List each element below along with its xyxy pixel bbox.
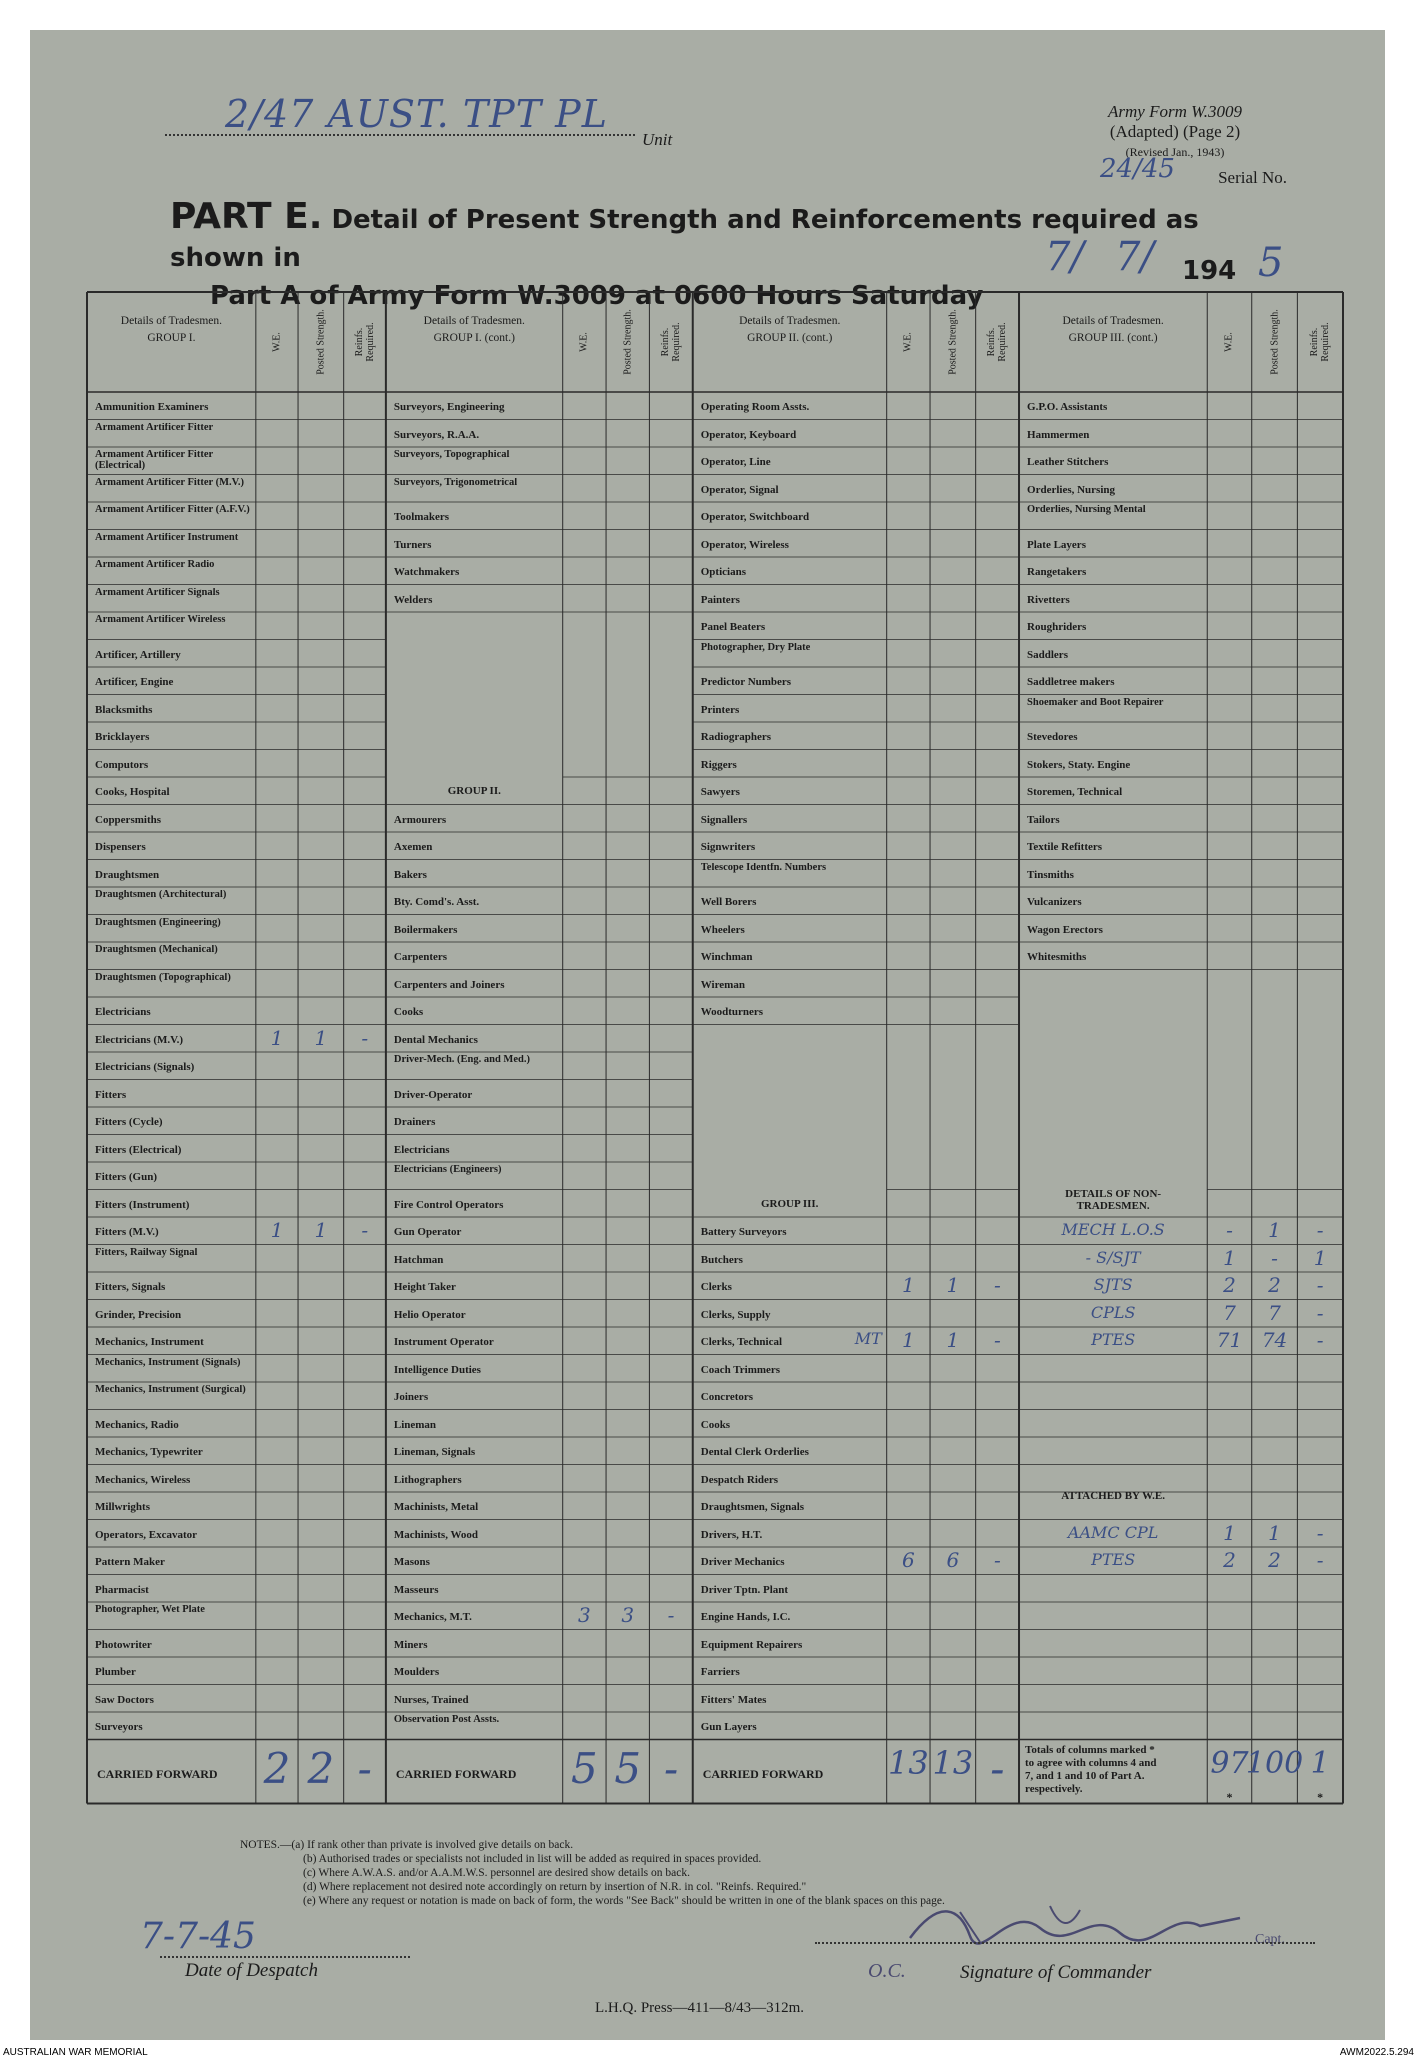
column-header-text: Posted Strength. xyxy=(947,309,959,375)
trade-label: Riggers xyxy=(700,759,737,771)
date-year-digit: 5 xyxy=(1258,240,1284,286)
trade-label: Drainers xyxy=(393,1117,436,1128)
trade-label: Mechanics, M.T. xyxy=(393,1612,472,1623)
trade-label: Operator, Switchboard xyxy=(700,512,810,523)
entry-reinfs: - xyxy=(361,1218,369,1242)
signature-rank: Capt. xyxy=(1255,1932,1285,1947)
total-marker: * xyxy=(1317,1789,1324,1804)
trade-label: Armourers xyxy=(393,814,447,826)
trade-label: Clerks xyxy=(700,1282,732,1293)
trade-label: Gun Operator xyxy=(393,1227,462,1238)
trade-label: Wireman xyxy=(700,979,745,991)
trade-label: Well Borers xyxy=(700,897,757,908)
trade-label: Whitesmiths xyxy=(1027,952,1087,963)
trade-label: Orderlies, Nursing Mental xyxy=(1027,505,1146,515)
trade-label: Mechanics, Typewriter xyxy=(95,1447,203,1458)
entry-posted: 7 xyxy=(1268,1300,1281,1325)
trade-label: Armament Artificer Wireless xyxy=(95,615,226,625)
trade-label: Draughtsmen xyxy=(95,869,160,881)
entry-reinfs: - xyxy=(1316,1548,1324,1572)
trade-label: - S/SJT xyxy=(1085,1247,1141,1267)
trade-label: Textile Refitters xyxy=(1027,842,1103,853)
column-header-text: W.E. xyxy=(271,332,283,352)
carried-forward-reinfs: - xyxy=(990,1743,1005,1793)
column-header-reinfs xyxy=(1297,302,1343,382)
trade-label: Drivers, H.T. xyxy=(700,1529,763,1541)
trade-label: Watchmakers xyxy=(393,567,460,578)
trade-label: Painters xyxy=(700,594,740,606)
column-header-we xyxy=(256,302,298,382)
trade-label: Driver-Operator xyxy=(393,1089,473,1101)
trade-label: Roughriders xyxy=(1027,622,1087,633)
carried-forward-posted: 13 xyxy=(932,1743,974,1782)
trade-label: Panel Beaters xyxy=(700,622,766,633)
trade-label: Grinder, Precision xyxy=(95,1309,182,1321)
trade-label: Saddletree makers xyxy=(1027,677,1115,688)
trade-label: Miners xyxy=(393,1639,428,1651)
trade-label: Winchman xyxy=(700,952,753,963)
trade-label: Bakers xyxy=(393,869,427,881)
column-header-label: Details of Tradesmen. xyxy=(739,315,841,327)
trade-label: Lineman xyxy=(393,1419,437,1431)
form-revised: (Revised Jan., 1943) xyxy=(1125,145,1225,159)
trade-label: Fitters (Gun) xyxy=(95,1172,158,1183)
trade-label: Hatchman xyxy=(393,1254,444,1266)
trade-label: Concretors xyxy=(700,1392,754,1403)
trade-label: Welders xyxy=(393,594,433,606)
trade-label: Saddlers xyxy=(1027,649,1068,661)
trade-label: Bty. Comd's. Asst. xyxy=(393,897,480,908)
trade-label: Operating Room Assts. xyxy=(700,402,810,413)
trade-label: Artificer, Artillery xyxy=(95,649,181,661)
trade-label: PTES xyxy=(1091,1550,1136,1569)
trade-label: Battery Surveyors xyxy=(700,1227,787,1238)
trade-label: Stevedores xyxy=(1027,732,1078,743)
trade-label: Mechanics, Instrument xyxy=(95,1337,204,1348)
trade-label: Equipment Repairers xyxy=(700,1639,803,1651)
column-header-reinfs xyxy=(976,302,1019,382)
column-header-text: Posted Strength. xyxy=(622,309,634,375)
column-header-posted xyxy=(606,302,649,382)
trade-label: Leather Stitchers xyxy=(1027,457,1109,468)
trade-label: Surveyors, Topographical xyxy=(393,450,510,460)
carried-forward-we: 13 xyxy=(888,1743,929,1782)
signature-label: Signature of Commander xyxy=(960,1962,1152,1983)
trade-label: AAMC CPL xyxy=(1067,1522,1159,1542)
trade-label: Observation Post Assts. xyxy=(393,1715,500,1725)
entry-reinfs: - xyxy=(993,1328,1001,1352)
despatch-label: Date of Despatch xyxy=(185,1960,318,1981)
trade-label: Orderlies, Nursing xyxy=(1027,484,1116,496)
column-header-label: Details of Tradesmen. xyxy=(120,315,223,327)
trade-label: Plumber xyxy=(95,1667,136,1678)
column-header-group: GROUP III. (cont.) xyxy=(1068,332,1158,344)
trade-label: Cooks xyxy=(700,1419,731,1431)
trade-label: Artificer, Engine xyxy=(95,677,174,688)
trade-label: Driver Mechanics xyxy=(700,1557,785,1568)
trade-label: Driver-Mech. (Eng. and Med.) xyxy=(393,1055,530,1065)
trade-label: Rangetakers xyxy=(1027,567,1087,578)
trade-label: Surveyors, Trigonometrical xyxy=(393,477,518,488)
column-header-group-1 xyxy=(87,314,256,345)
trade-label: Clerks, Supply xyxy=(700,1309,771,1321)
column-header-label: Details of Tradesmen. xyxy=(423,315,525,327)
note-c: (c) Where A.W.A.S. and/or A.A.M.W.S. personnel are desired show details on back. xyxy=(303,1867,690,1879)
note-e: (e) Where any request or notation is made on back of form, the words "See Back" should be written in one of the blank spaces on this page. xyxy=(303,1895,945,1907)
trade-label: Operator, Line xyxy=(700,457,771,468)
carried-forward-we: 2 xyxy=(263,1743,291,1793)
trade-label: Electricians (Engineers) xyxy=(393,1165,502,1175)
trade-label: Electricians xyxy=(393,1144,450,1156)
column-header-we xyxy=(1207,302,1251,382)
trade-label: Radiographers xyxy=(700,732,772,743)
trade-label: Coppersmiths xyxy=(95,814,162,826)
trade-label: Carpenters and Joiners xyxy=(393,979,505,991)
trade-label: Despatch Riders xyxy=(700,1474,779,1486)
group-heading: GROUP III. xyxy=(760,1197,819,1210)
carried-forward-reinfs: - xyxy=(663,1743,679,1793)
entry-posted: 1 xyxy=(946,1328,960,1352)
trade-label: Operator, Keyboard xyxy=(700,429,797,441)
archive-id: AWM2022.5.294 xyxy=(1339,2047,1414,2058)
trade-label: Fitters (Instrument) xyxy=(95,1199,190,1211)
trade-label: Rivetters xyxy=(1027,594,1070,606)
trade-label: Vulcanizers xyxy=(1027,897,1082,908)
trade-label: Butchers xyxy=(700,1254,743,1266)
column-header-text: Reinfs. Required. xyxy=(986,322,1009,362)
trade-label: Draughtsmen (Engineering) xyxy=(95,917,221,928)
trade-label: Armament Artificer Fitter (M.V.) xyxy=(95,477,244,488)
trade-label: Engine Hands, I.C. xyxy=(700,1612,791,1623)
trade-label: Armament Artificer Signals xyxy=(95,587,220,598)
entry-reinfs: - xyxy=(1316,1328,1324,1352)
trade-label: Joiners xyxy=(393,1392,429,1403)
trade-label: Blacksmiths xyxy=(95,704,153,716)
entry-posted: 6 xyxy=(946,1548,960,1572)
trade-label: Wheelers xyxy=(700,924,745,936)
column-header-we xyxy=(887,302,930,382)
trade-label: Fire Control Operators xyxy=(393,1199,504,1211)
column-header-reinfs xyxy=(344,302,386,382)
trade-label: Operators, Excavator xyxy=(95,1529,198,1541)
trade-label: Clerks, Technical xyxy=(700,1337,783,1348)
column-header-label: Details of Tradesmen. xyxy=(1062,315,1164,327)
note-b: (b) Authorised trades or specialists not included in list will be added as required in spaces provided. xyxy=(303,1853,762,1865)
entry-posted: 1 xyxy=(314,1025,328,1050)
trade-label: Draughtsmen (Topographical) xyxy=(95,972,231,983)
trade-label: Boilermakers xyxy=(393,924,458,936)
entry-we: 1 xyxy=(1223,1245,1236,1270)
trade-label: Draughtsmen (Architectural) xyxy=(95,890,227,900)
trade-label: Armament Artificer Radio xyxy=(95,560,215,570)
trade-label: Instrument Operator xyxy=(393,1337,494,1348)
archive-credit: AUSTRALIAN WAR MEMORIAL xyxy=(3,2047,148,2058)
trade-label: Millwrights xyxy=(95,1502,150,1513)
column-header-text: Reinfs. Required. xyxy=(1309,322,1332,362)
entry-we: 1 xyxy=(270,1025,284,1050)
trade-label: Helio Operator xyxy=(393,1309,466,1321)
entry-we: 1 xyxy=(901,1273,915,1297)
carried-forward-posted: 5 xyxy=(614,1743,642,1793)
trade-label: Intelligence Duties xyxy=(393,1364,481,1376)
title-part: PART E. xyxy=(170,196,323,237)
entry-posted: 1 xyxy=(1268,1520,1281,1545)
trade-label: Surveyors, R.A.A. xyxy=(393,429,480,441)
trade-label: Sawyers xyxy=(700,787,740,798)
column-header-posted xyxy=(1252,302,1298,382)
title-line2: Part A of Army Form W.3009 at 0600 Hours Saturday xyxy=(210,281,984,311)
carried-forward-label: CARRIED FORWARD xyxy=(97,1766,218,1781)
date-year-prefix: 194 xyxy=(1182,256,1237,286)
trade-label: Armament Artificer Instrument xyxy=(95,532,239,543)
entry-reinfs: - xyxy=(1316,1300,1324,1325)
note-a: NOTES.—(a) If rank other than private is involved give details on back. xyxy=(240,1839,574,1851)
carried-forward-label: CARRIED FORWARD xyxy=(395,1766,517,1781)
trade-label: Masons xyxy=(393,1557,430,1568)
trade-label: Plate Layers xyxy=(1027,539,1086,551)
trade-label: Mechanics, Instrument (Signals) xyxy=(95,1357,241,1368)
trade-label: Coach Trimmers xyxy=(700,1364,781,1376)
entry-we: 1 xyxy=(1223,1520,1236,1545)
total-marker: * xyxy=(1226,1789,1233,1804)
trade-label: Cooks, Hospital xyxy=(95,787,170,798)
column-header-text: Reinfs. Required. xyxy=(660,322,683,362)
entry-posted: 1 xyxy=(314,1218,328,1242)
column-header-group-4 xyxy=(1019,314,1207,345)
grand-total-we: 97 xyxy=(1210,1745,1249,1781)
column-header-text: W.E. xyxy=(578,332,590,352)
entry-posted: 2 xyxy=(1268,1273,1281,1297)
date-month: 7/ xyxy=(1115,234,1154,280)
carried-forward-we: 5 xyxy=(571,1743,598,1793)
serial-label: Serial No. xyxy=(1218,168,1287,187)
entry-reinfs: 1 xyxy=(1313,1245,1327,1270)
trade-label: Tinsmiths xyxy=(1027,869,1074,881)
despatch-date-value: 7-7-45 xyxy=(140,1916,256,1957)
column-header-group-2 xyxy=(386,314,563,345)
trade-label: Photowriter xyxy=(95,1639,152,1651)
trade-label: CPLS xyxy=(1090,1302,1136,1322)
trade-label: Photographer, Dry Plate xyxy=(700,642,811,653)
trade-label: Opticians xyxy=(700,567,746,578)
entry-posted: 1 xyxy=(946,1273,960,1297)
trade-label: Mechanics, Instrument (Surgical) xyxy=(95,1385,246,1395)
entry-reinfs: - xyxy=(1316,1218,1324,1242)
trade-label: SJTS xyxy=(1093,1275,1133,1294)
trade-label: Saw Doctors xyxy=(95,1694,154,1706)
entry-reinfs: - xyxy=(993,1273,1001,1297)
entry-posted: 74 xyxy=(1261,1328,1288,1352)
column-header-text: Posted Strength. xyxy=(1269,309,1281,375)
trade-label: Signwriters xyxy=(700,842,756,853)
trade-label: Operator, Signal xyxy=(700,484,779,496)
trade-label: Bricklayers xyxy=(95,732,150,743)
trade-label: Gun Layers xyxy=(700,1722,757,1733)
entry-reinfs: - xyxy=(361,1025,369,1050)
form-adapted: (Adapted) (Page 2) xyxy=(1109,122,1241,141)
trade-label: Turners xyxy=(393,539,432,551)
trade-label: PTES xyxy=(1091,1330,1136,1349)
entry-we: 1 xyxy=(270,1218,284,1242)
carried-forward-posted: 2 xyxy=(307,1743,335,1793)
column-header-posted xyxy=(298,302,344,382)
trade-label: Armament Artificer Fitter xyxy=(95,422,214,433)
grand-total-reinfs: 1 xyxy=(1310,1745,1330,1781)
entry-we: 3 xyxy=(578,1603,591,1627)
entry-reinfs: - xyxy=(1316,1273,1324,1297)
signature-scribble xyxy=(900,1898,1260,1948)
trade-label: Signallers xyxy=(700,814,748,826)
group-heading: GROUP II. xyxy=(447,785,501,797)
trade-label: Woodturners xyxy=(700,1007,764,1018)
press-code: L.H.Q. Press—411—8/43—312m. xyxy=(595,2000,805,2016)
entry-we: 1 xyxy=(901,1328,915,1352)
trade-label: Ammunition Examiners xyxy=(95,402,209,413)
entry-we: 2 xyxy=(1223,1273,1236,1297)
column-header-posted xyxy=(930,302,976,382)
trade-label: Armament Artificer Fitter (Electrical) xyxy=(95,450,213,471)
signature-prefix: O.C. xyxy=(868,1960,906,1982)
trade-label: Predictor Numbers xyxy=(700,677,792,688)
trade-label: Lithographers xyxy=(393,1474,462,1486)
note-d: (d) Where replacement not desired note accordingly on return by insertion of N.R. in col. "Reinfs. Required." xyxy=(303,1881,807,1893)
trade-label: Electricians (M.V.) xyxy=(95,1034,184,1046)
grand-total-posted: 100 xyxy=(1245,1745,1304,1781)
trade-label: Telescope Identfn. Numbers xyxy=(700,862,827,873)
entry-we: 7 xyxy=(1223,1300,1236,1325)
trade-label: Fitters xyxy=(95,1089,127,1101)
trade-label: Fitters (Electrical) xyxy=(95,1144,182,1156)
trade-label: Armament Artificer Fitter (A.F.V.) xyxy=(95,505,250,515)
despatch-line xyxy=(160,1956,410,1958)
column-header-group: GROUP I. (cont.) xyxy=(433,332,515,344)
entry-reinfs: - xyxy=(667,1603,675,1627)
entry-we: 2 xyxy=(1223,1548,1236,1572)
column-header-reinfs xyxy=(649,302,692,382)
column-header-text: Reinfs. Required. xyxy=(353,322,376,362)
totals-note: Totals of columns marked * to agree with columns 4 and 7, and 1 and 10 of Part A. respectively. xyxy=(1025,1743,1157,1795)
column-header-group: GROUP II. (cont.) xyxy=(747,332,833,344)
form-number: Army Form W.3009 xyxy=(1108,102,1242,121)
trade-label: Tailors xyxy=(1027,814,1060,826)
column-header-text: W.E. xyxy=(902,332,914,352)
trade-label: Machinists, Wood xyxy=(393,1529,479,1541)
carried-forward-label: CARRIED FORWARD xyxy=(702,1766,824,1781)
trade-label: Farriers xyxy=(700,1667,740,1678)
entry-posted: - xyxy=(1271,1245,1278,1270)
entry-we: - xyxy=(1226,1218,1233,1242)
trade-label: Surveyors, Engineering xyxy=(393,402,505,413)
trade-label: Hammermen xyxy=(1027,429,1090,441)
trade-label: Dental Clerk Orderlies xyxy=(700,1447,809,1458)
trade-label: Stokers, Staty. Engine xyxy=(1027,759,1131,771)
trade-label: Draughtsmen, Signals xyxy=(700,1502,805,1513)
unit-value: 2/47 AUST. TPT PL xyxy=(225,92,608,136)
trade-label: Dental Mechanics xyxy=(393,1034,478,1046)
entry-reinfs: - xyxy=(1316,1520,1324,1545)
column-header-group-3 xyxy=(693,314,887,345)
entry-posted: 1 xyxy=(1268,1218,1281,1242)
trade-label: Mechanics, Wireless xyxy=(95,1474,191,1486)
trade-label: Shoemaker and Boot Repairer xyxy=(1027,697,1164,708)
trade-label: Driver Tptn. Plant xyxy=(700,1584,789,1596)
column-header-text: W.E. xyxy=(1223,332,1235,352)
entry-we: 71 xyxy=(1216,1328,1243,1352)
unit-label: Unit xyxy=(642,130,673,149)
trade-label: Fitters' Mates xyxy=(700,1694,767,1706)
title-line1: Detail of Present Strength and Reinforcements required as shown in xyxy=(170,205,1199,273)
trade-label: Fitters, Railway Signal xyxy=(95,1247,198,1258)
date-day: 7/ xyxy=(1045,234,1084,280)
entry-we: 6 xyxy=(901,1548,915,1572)
clerks-technical-note: MT xyxy=(854,1329,882,1348)
notes xyxy=(240,1838,945,1908)
trade-label: Nurses, Trained xyxy=(393,1694,469,1706)
group-heading: DETAILS OF NON-TRADESMEN. xyxy=(1065,1187,1162,1212)
column-header-group: GROUP I. xyxy=(147,332,196,344)
trade-label: Pattern Maker xyxy=(95,1557,165,1568)
trade-label: MECH L.O.S xyxy=(1061,1220,1165,1239)
trade-label: Fitters (M.V.) xyxy=(95,1227,159,1238)
trade-label: Carpenters xyxy=(393,952,448,963)
trade-label: Storemen, Technical xyxy=(1027,787,1123,798)
trade-label: Computors xyxy=(95,759,149,771)
entry-posted: 3 xyxy=(621,1603,635,1627)
trade-label: Electricians (Signals) xyxy=(95,1062,195,1073)
trade-label: Lineman, Signals xyxy=(393,1447,476,1458)
form-page xyxy=(30,30,1385,2040)
entry-posted: 2 xyxy=(1268,1548,1281,1572)
trade-label: Toolmakers xyxy=(393,512,450,523)
entry-reinfs: - xyxy=(993,1548,1001,1572)
trade-label: Dispensers xyxy=(95,842,146,853)
column-header-we xyxy=(563,302,606,382)
trade-label: Masseurs xyxy=(393,1584,439,1596)
trade-label: Cooks xyxy=(393,1007,424,1018)
trade-label: Mechanics, Radio xyxy=(95,1419,179,1431)
trade-label: Wagon Erectors xyxy=(1027,924,1103,936)
signature-line xyxy=(815,1942,1315,1944)
serial-value: 24/45 xyxy=(1100,154,1175,184)
column-header-text: Posted Strength. xyxy=(315,309,327,375)
group-heading: ATTACHED BY W.E. xyxy=(1061,1490,1165,1502)
trade-label: Pharmacist xyxy=(95,1584,149,1596)
trade-label: G.P.O. Assistants xyxy=(1027,402,1108,413)
trade-label: Surveyors xyxy=(95,1722,143,1733)
trade-label: Printers xyxy=(700,704,740,716)
trade-label: Height Taker xyxy=(393,1282,456,1293)
trade-label: Axemen xyxy=(393,842,433,853)
trade-label: Electricians xyxy=(95,1007,151,1018)
trade-label: Operator, Wireless xyxy=(700,539,789,551)
carried-forward-reinfs: - xyxy=(357,1743,372,1793)
trade-label: Draughtsmen (Mechanical) xyxy=(95,945,218,955)
trade-label: Machinists, Metal xyxy=(393,1502,479,1513)
trade-label: Fitters (Cycle) xyxy=(95,1117,163,1128)
trade-label: Fitters, Signals xyxy=(95,1282,166,1293)
trade-label: Moulders xyxy=(393,1667,440,1678)
trade-label: Photographer, Wet Plate xyxy=(95,1605,205,1615)
